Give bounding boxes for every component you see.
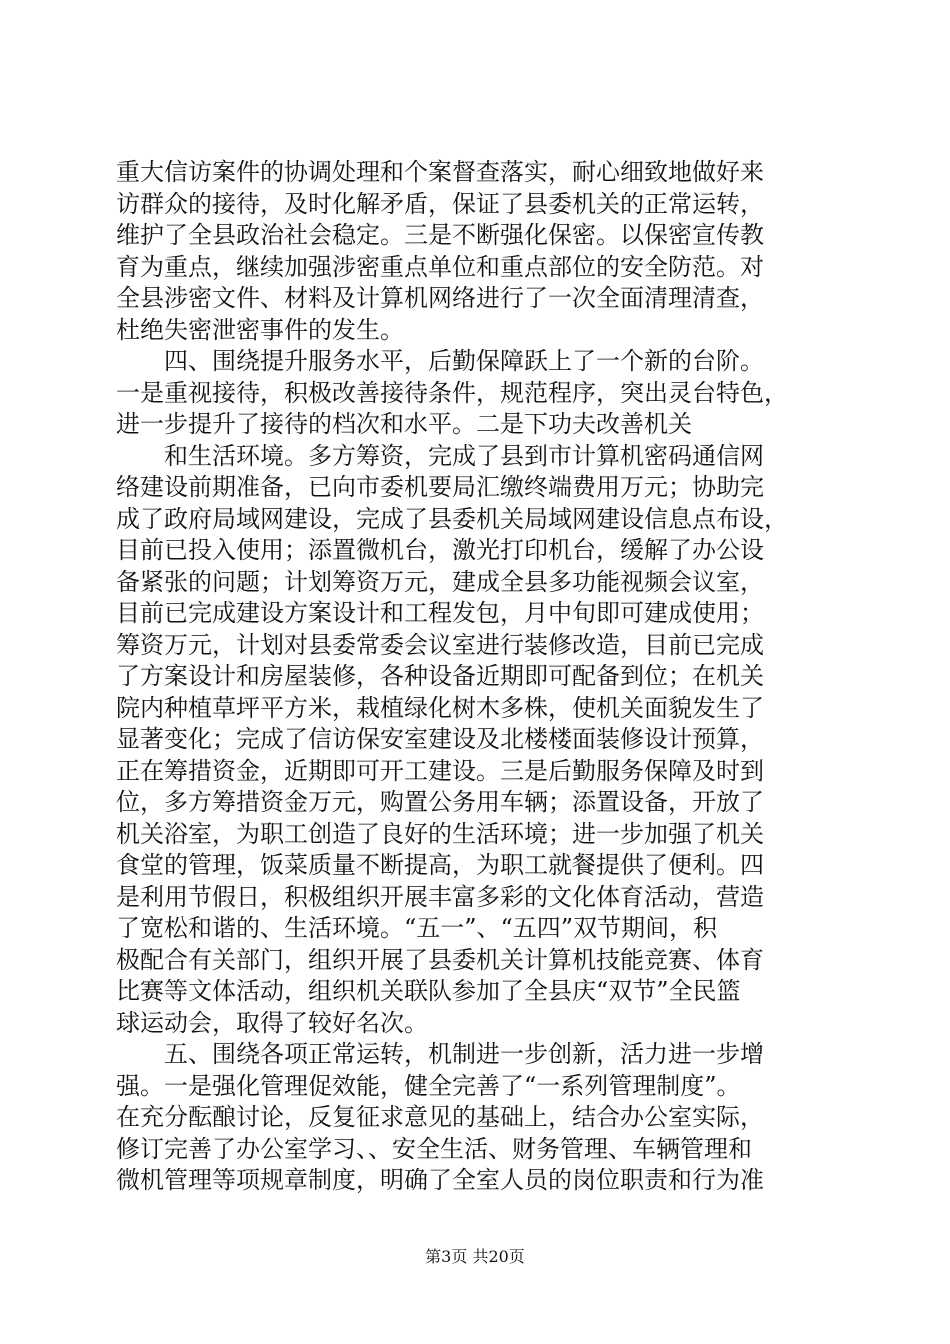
paragraph-3: 和生活环境。多方筹资，完成了县到市计算机密码通信网 络建设前期准备，已向市委机要局汇缴终端费用万元；协助完 成了政府局域网建设，完成了县委机关局域网建设信息点布设， 目前已投入使用；添置微机台，激光打印机台，缓解了办公设 备紧张的问题；计划筹资万元，建成全县多功能视频会议室， 目前已完成建设方案设计和工程发包，月中旬即可建成使用； 筹资万元，计划对县委常委会议室进行装修改造，目前已完成 了方案设计和房屋装修，各种设备近期即可配备到位；在机关 院内种植草坪平方米，栽植绿化树木多株，使机关面貌发生了 显著变化；完成了信访保安室建设及北楼楼面装修设计预算， 正在筹措资金，近期即可开工建设。三是后勤服务保障及时到 位，多方筹措资金万元，购置公务用车辆；添置设备，开放了 机关浴室，为职工创造了良好的生活环境；进一步加强了机关 食堂的管理，饭菜质量不断提高，为职工就餐提供了便利。四 是利用节假日，积极组织开展丰富多彩的文化体育活动，营造 了宽松和谐的、生活环境。“五一”、“五四”双节期间，积 极配合有关部门，组织开展了县委机关计算机技能竞赛、体育 比赛等文体活动，组织机关联队参加了全县庆“双节”全民篮 球运动会，取得了较好名次。 [116, 441, 788, 1037]
page-number-footer: 第3页 共20页 [425, 1247, 525, 1266]
paragraph-1: 重大信访案件的协调处理和个案督查落实，耐心细致地做好来 访群众的接待，及时化解矛盾，保证了县委机关的正常运转， 维护了全县政治社会稳定。三是不断强化保密。以保密宣传教 育为重点，继续加强涉密重点单位和重点部位的安全防范。对 全县涉密文件、材料及计算机网络进行了一次全面清理清查， 杜绝失密泄密事件的发生。 [116, 158, 764, 344]
paragraph-2: 四、围绕提升服务水平，后勤保障跃上了一个新的台阶。 一是重视接待，积极改善接待条件，规范程序，突出灵台特色， 进一步提升了接待的档次和水平。二是下功夫改善机关 [116, 347, 788, 438]
paragraph-4: 五、围绕各项正常运转，机制进一步创新，活力进一步增 强。一是强化管理促效能，健全完善了“一系列管理制度”。 在充分酝酿讨论，反复征求意见的基础上，结合办公室实际， 修订完善了办公室学习、、安全生活、财务管理、车辆管理和 微机管理等项规章制度，明确了全室人员的岗位职责和行为准 [116, 1040, 764, 1194]
document-body [116, 157, 834, 1197]
